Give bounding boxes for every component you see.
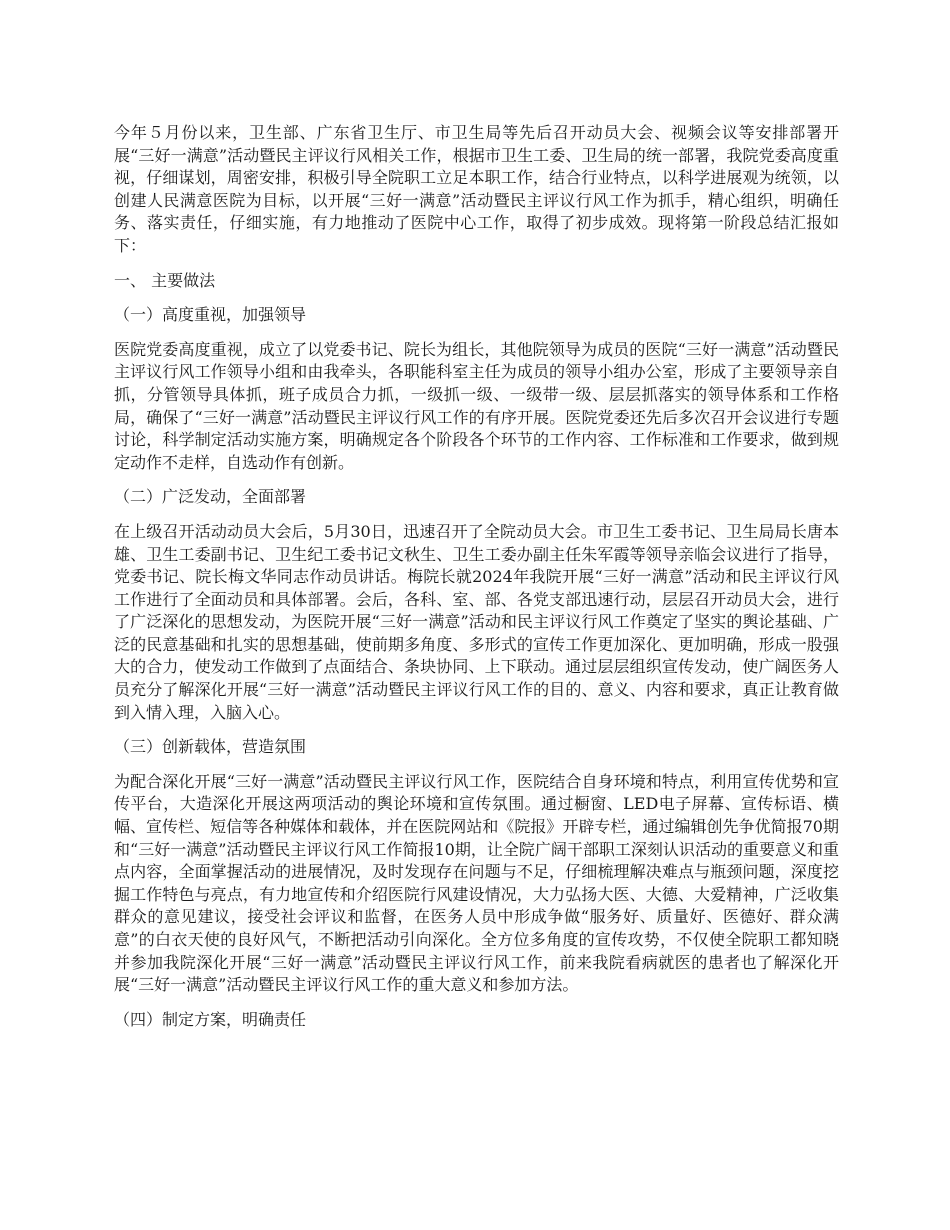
subsection-heading-4: （四）制定方案，明确责任 [114, 1009, 307, 1029]
body-paragraph-3: 为配合深化开展“三好一满意”活动暨民主评议行风工作，医院结合自身环境和特点，利用宣传优势和宣传平台，大造深化开展这两项活动的舆论环境和宣传氛围。通过橱窗、LED电子屏幕、宣传标语、横幅、宣传栏、短信等各种媒体和载体，并在医院网站和《院报》开辟专栏，通过编辑创先争优简报70期和“三好一满意”活动暨民主评议行风工作简报10期，让全院广阔干部职工深刻认识活动的重要意义和重点内容，全面掌握活动的进展情况，及时发现存在问题与不足，仔细梳理解决难点与瓶颈问题，深度挖掘工作特色与亮点，有力地宣传和介绍医院行风建设情况，大力弘扬大医、大德、大爱精神，广泛收集群众的意见建议，接受社会评议和监督，在医务人员中形成争做“服务好、质量好、医德好、群众满意”的白衣天使的良好风气，不断把活动引向深化。全方位多角度的宣传攻势，不仅使全院职工都知晓并参加我院深化开展“三好一满意”活动暨民主评议行风工作，前来我院看病就医的患者也了解深化开展“三好一满意”活动暨民主评议行风工作的重大意义和参加方法。 [114, 771, 839, 995]
subsection-heading-3: （三）创新载体，营造氛围 [114, 737, 307, 757]
section-heading-main-methods: 一、 主要做法 [114, 270, 216, 290]
document-page [114, 122, 839, 1043]
intro-paragraph: 今年５月份以来，卫生部、广东省卫生厅、市卫生局等先后召开动员大会、视频会议等安排部署开展“三好一满意”活动暨民主评议行风相关工作，根据市卫生工委、卫生局的统一部署，我院党委高度重视，仔细谋划，周密安排，积极引导全院职工立足本职工作，结合行业特点，以科学进展观为统领，以创建人民满意医院为目标，以开展“三好一满意”活动暨民主评议行风工作为抓手，精心组织，明确任务、落实责任，仔细实施，有力地推动了医院中心工作，取得了初步成效。现将第一阶段总结汇报如下： [114, 123, 839, 255]
subsection-heading-2: （二）广泛发动，全面部署 [114, 487, 307, 507]
body-paragraph-2: 在上级召开活动动员大会后，5月30日，迅速召开了全院动员大会。市卫生工委书记、卫生局局长唐本雄、卫生工委副书记、卫生纪工委书记文秋生、卫生工委办副主任朱军霞等领导亲临会议进行了指导，党委书记、院长梅文华同志作动员讲话。梅院长就2024年我院开展“三好一满意”活动和民主评议行风工作进行了全面动员和具体部署。会后，各科、室、部、各党支部迅速行动，层层召开动员大会，进行了广泛深化的思想发动，为医院开展“三好一满意”活动和民主评议行风工作奠定了坚实的舆论基础、广泛的民意基础和扎实的思想基础，使前期多角度、多形式的宣传工作更加深化、更加明确，形成一股强大的合力，使发动工作做到了点面结合、条块协同、上下联动。通过层层组织宣传发动，使广阔医务人员充分了解深化开展“三好一满意”活动暨民主评议行风工作的目的、意义、内容和要求，真正让教育做到入情入理，入脑入心。 [114, 521, 839, 722]
subsection-heading-1: （一）高度重视，加强领导 [114, 305, 307, 325]
body-paragraph-1: 医院党委高度重视，成立了以党委书记、院长为组长，其他院领导为成员的医院“三好一满意”活动暨民主评议行风工作领导小组和由我牵头，各职能科室主任为成员的领导小组办公室，形成了主要领导亲自抓，分管领导具体抓，班子成员合力抓，一级抓一级、一级带一级、层层抓落实的领导体系和工作格局，确保了“三好一满意”活动暨民主评议行风工作的有序开展。医院党委还先后多次召开会议进行专题讨论，科学制定活动实施方案，明确规定各个阶段各个环节的工作内容、工作标准和工作要求，做到规定动作不走样，自选动作有创新。 [114, 339, 839, 472]
